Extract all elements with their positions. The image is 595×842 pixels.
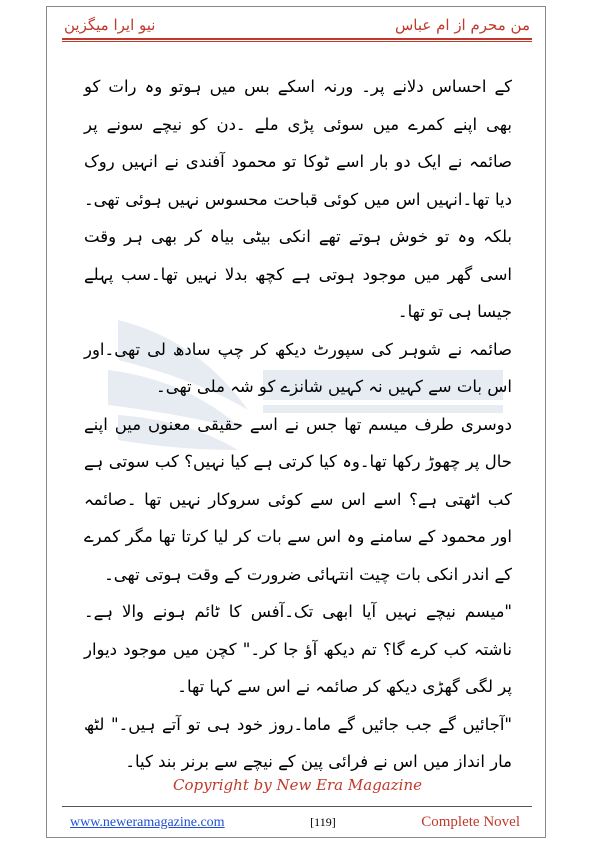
website-link[interactable]: www.neweramagazine.com [70,815,225,830]
paragraph: کے احساس دلانے پر۔ ورنہ اسکے بس میں ہوتو وہ رات کو بھی اپنے کمرے میں سوئی پڑی ملے ۔دن کو نیچے سونے پر صائمہ نے ایک دو بار اسے ٹوکا تو محمود آفندی نے انہیں روک دیا تھا۔انہیں اس میں کوئی قباحت محسوس نہیں ہوئی تھی۔بلکہ وہ تو خوش ہوتے تھے انکی بیٹی بیاہ کر بھی ہر وقت اسی گھر میں موجود ہوتی ہے کچھ بدلا نہیں تھا۔سب پہلے جیسا ہی تو تھا۔ [84,77,512,321]
page-header [64,12,530,38]
paragraph: "میسم نیچے نہیں آیا ابھی تک۔آفس کا ٹائم ہونے والا ہے۔ناشتہ کب کرے گا؟ تم دیکھ آؤ جا کر۔" کچن میں موجود دیوار پر لگی گھڑی دیکھ کر صائمہ نے اس سے کہا تھا۔ [84,602,512,696]
copyright-notice: Copyright by New Era Magazine [173,776,422,794]
page-number: [119] [310,815,336,829]
header-rule [62,38,532,40]
section-label: Complete Novel [421,814,520,830]
header-rule-thin [62,41,532,42]
header-author: من محرم از ام عباس [394,16,530,34]
page-footer [70,814,520,831]
paragraph: دوسری طرف میسم تھا جس نے اسے حقیقی معنوں میں اپنے حال پر چھوڑ رکھا تھا۔وہ کیا کرتی ہے کیا نہیں؟ کب سوتی ہے کب اٹھتی ہے؟ اسے اس سے کوئی سروکار نہیں تھا ۔صائمہ اور محمود کے سامنے وہ اس سے بات کر لیا کرتا تھا مگر کمرے کے اندر انکی بات چیت انتہائی ضرورت کے وقت ہوتی تھی۔ [84,414,512,584]
footer-rule [62,806,532,807]
article-body [84,68,512,781]
paragraph: صائمہ نے شوہر کی سپورٹ دیکھ کر چپ سادھ لی تھی۔اور اس بات سے کہیں نہ کہیں شانزے کو شہ ملی تھی۔ [84,339,512,396]
paragraph: "آجائیں گے جب جائیں گے ماما۔روز خود ہی تو آتے ہیں۔" لٹھ مار انداز میں اس نے فرائی پین کے نیچے سے برنر بند کیا۔ [84,714,512,771]
header-magazine: نیو ایرا میگزین [64,16,156,34]
